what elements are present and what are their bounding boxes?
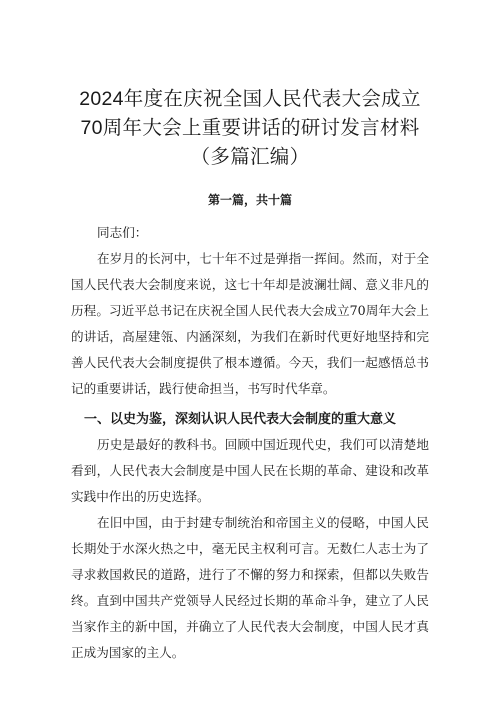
section-paragraph: 在旧中国，由于封建专制统治和帝国主义的侵略，中国人民长期处于水深火热之中，毫无民主权利可言。无数仁人志士为了寻求救国救民的道路，进行了不懈的努力和探索，但都以失败告终。直到中国共产党领导人民经过长期的革命斗争，建立了人民当家作主的新中国，并确立了人民代表大会制度，中国人民才真正成为国家的主人。 <box>71 515 429 660</box>
intro-paragraph: 在岁月的长河中，七十年不过是弹指一挥间。然而，对于全国人民代表大会制度来说，这七十年却是波澜壮阔、意义非凡的历程。习近平总书记在庆祝全国人民代表大会成立70周年大会上的讲话，高屋建瓴、内涵深刻，为我们在新时代更好地坚持和完善人民代表大会制度提供了根本遵循。今天，我们一起感悟总书记的重要讲话，践行使命担当，书写时代华章。 <box>71 251 429 396</box>
section-heading: 一、以史为鉴，深刻认识人民代表大会制度的重大意义 <box>84 411 397 426</box>
section-paragraph: 历史是最好的教科书。回顾中国近现代史，我们可以清楚地看到，人民代表大会制度是中国人民在长期的革命、建设和改革实践中作出的历史选择。 <box>71 437 429 504</box>
document-title: 2024年度在庆祝全国人民代表大会成立70周年大会上重要讲话的研讨发言材料（多篇汇编） <box>79 88 421 168</box>
document-subtitle: 第一篇，共十篇 <box>207 193 292 207</box>
greeting: 同志们： <box>97 225 148 240</box>
